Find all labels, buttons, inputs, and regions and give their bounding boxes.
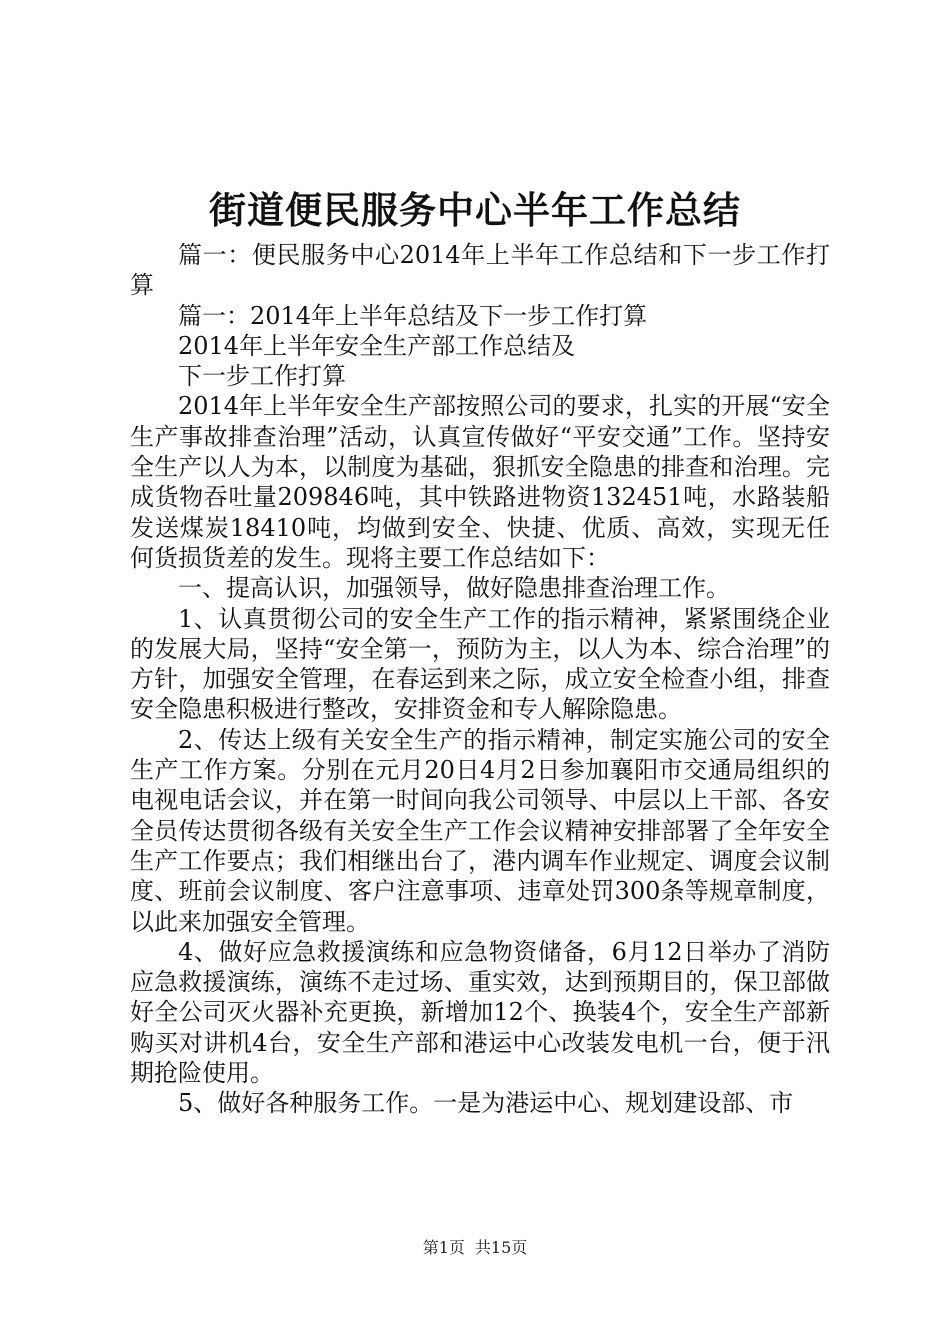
paragraph: 篇一：便民服务中心2014年上半年工作总结和下一步工作打算 (130, 241, 830, 300)
page-number: 第1页 (422, 1238, 465, 1257)
paragraph: 下一步工作打算 (178, 362, 346, 391)
paragraph: 4、做好应急救援演练和应急物资储备，6月12日举办了消防应急救援演练，演练不走过场、重实效，达到预期目的，保卫部做好全公司灭火器补充更换，新增加12个、换装4个，安全生产部新购买对讲机4台，安全生产部和港运中心改装发电机一台，便于汛期抢险使用。 (130, 937, 830, 1088)
document-title: 街道便民服务中心半年工作总结 (209, 188, 741, 232)
paragraph: 2014年上半年安全生产部按照公司的要求，扎实的开展“安全生产事故排查治理”活动，认真宣传做好“平安交通”工作。坚持安全生产以人为本，以制度为基础，狠抓安全隐患的排查和治理。完成货物吞吐量209846吨，其中铁路进物资132451吨，水路装船发送煤炭18410吨，均做到安全、快捷、优质、高效，实现无任何货损货差的发生。现将主要工作总结如下： (130, 392, 830, 572)
document-body (130, 240, 830, 1119)
paragraph: 篇一：2014年上半年总结及下一步工作打算 (178, 301, 648, 330)
paragraph: 1、认真贯彻公司的安全生产工作的指示精神，紧紧围绕企业的发展大局，坚持“安全第一，预防为主，以人为本、综合治理”的方针，加强安全管理，在春运到来之际，成立安全检查小组，排查安全隐患积极进行整改，安排资金和专人解除隐患。 (130, 604, 830, 724)
page-footer (0, 1237, 950, 1259)
paragraph: 2014年上半年安全生产部工作总结及 (178, 331, 576, 360)
page-total: 共15页 (474, 1238, 528, 1257)
paragraph: 一、提高认识，加强领导，做好隐患排查治理工作。 (178, 574, 730, 603)
paragraph: 2、传达上级有关安全生产的指示精神，制定实施公司的安全生产工作方案。分别在元月20日4月2日参加襄阳市交通局组织的电视电话会议，并在第一时间向我公司领导、中层以上干部、各安全员传达贯彻各级有关安全生产工作会议精神安排部署了全年安全生产工作要点；我们相继出台了，港内调车作业规定、调度会议制度、班前会议制度、客户注意事项、违章处罚300条等规章制度，以此来加强安全管理。 (130, 725, 830, 936)
paragraph: 5、做好各种服务工作。一是为港运中心、规划建设部、市 (178, 1089, 794, 1118)
